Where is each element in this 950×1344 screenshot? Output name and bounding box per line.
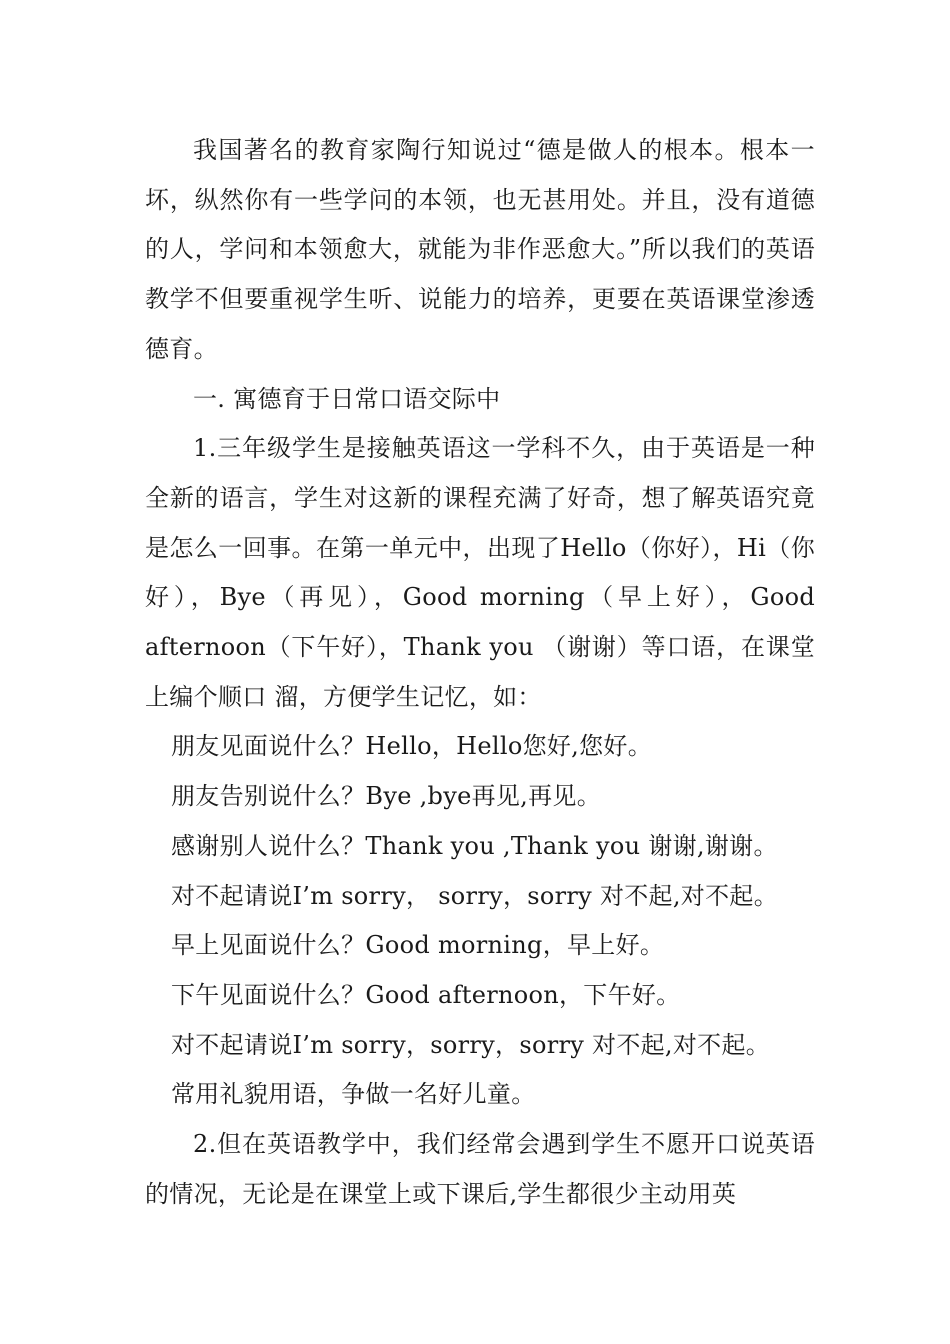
- rhyme-line: 对不起请说I’m sorry， sorry，sorry 对不起,对不起。: [171, 881, 778, 910]
- rhyme-line: 常用礼貌用语，争做一名好儿童。: [171, 1080, 536, 1109]
- rhyme-line: 早上见面说什么？Good morning，早上好。: [171, 931, 665, 960]
- rhyme-list: [145, 722, 815, 1120]
- rhyme-line: 对不起请说I’m sorry，sorry，sorry 对不起,对不起。: [171, 1030, 771, 1059]
- rhyme-line: 下午见面说什么？Good afternoon，下午好。: [171, 980, 681, 1009]
- rhyme-line: 感谢别人说什么？Thank you ,Thank you 谢谢,谢谢。: [171, 831, 778, 860]
- section-heading: 一. 寓德育于日常口语交际中: [193, 384, 501, 413]
- body-paragraph: 2.但在英语教学中，我们经常会遇到学生不愿开口说英语的情况，无论是在课堂上或下课后,学生都很少主动用英: [145, 1130, 815, 1208]
- body-paragraph: 1.三年级学生是接触英语这一学科不久，由于英语是一种全新的语言，学生对这新的课程充满了好奇，想了解英语究竟是怎么一回事。在第一单元中，出现了Hello（你好），Hi（你好），Bye（再见），Good morning（早上好），Good afternoon（下午好），Thank you （谢谢）等口语，在课堂上编个顺口 溜，方便学生记忆，如：: [145, 434, 815, 711]
- rhyme-line: 朋友告别说什么？Bye ,bye再见,再见。: [171, 782, 602, 811]
- document-body: [145, 126, 815, 1219]
- intro-paragraph: 我国著名的教育家陶行知说过“德是做人的根本。根本一坏，纵然你有一些学问的本领，也无甚用处。并且，没有道德的人，学问和本领愈大，就能为非作恶愈大。”所以我们的英语教学不但要重视学生听、说能力的培养，更要在英语课堂渗透德育。: [145, 136, 815, 363]
- rhyme-line: 朋友见面说什么？Hello，Hello您好,您好。: [171, 732, 652, 761]
